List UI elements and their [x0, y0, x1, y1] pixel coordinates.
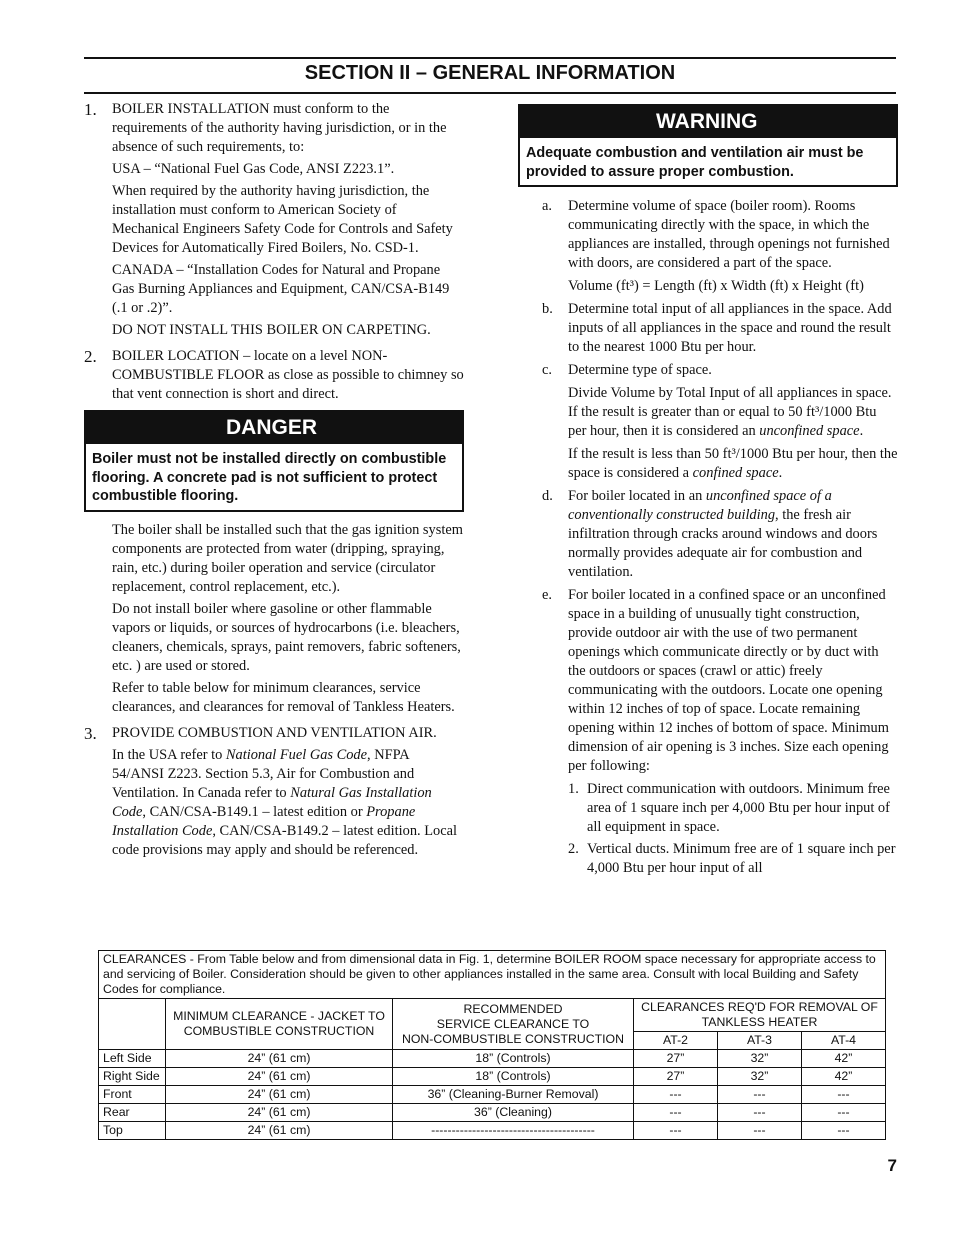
right-column	[518, 104, 898, 882]
danger-body: Boiler must not be installed directly on combustible flooring. A concrete pad is not sufficient to protect combustible flooring.	[92, 451, 447, 504]
item-1	[84, 100, 464, 340]
paragraph: CANADA – “Installation Codes for Natural and Propane Gas Burning Appliances and Equipment, CAN/CSA-B149 (.1 or .2)”.	[112, 262, 450, 316]
paragraph: If the result is less than 50 ft³/1000 Btu per hour, then the space is considered a confined space.	[568, 446, 898, 481]
danger-box	[84, 410, 464, 512]
item-heading: BOILER LOCATION – locate on a level NON-COMBUSTIBLE FLOOR as close as possible to chimney so that vent connection is short and direct.	[112, 348, 464, 402]
subitem-text: Vertical ducts. Minimum free are of 1 square inch per 4,000 Btu per hour input of all	[587, 841, 896, 876]
clearances-note: CLEARANCES - From Table below and from dimensional data in Fig. 1, determine BOILER ROOM space necessary for appropriate access to and servicing of Boiler. Consideration should be given to other appliances installed in the same area. Consult with local Building and Safety Codes for compliance.	[99, 951, 886, 999]
header-blank	[99, 999, 166, 1050]
paragraph: USA – “National Fuel Gas Code, ANSI Z223.1”.	[112, 161, 395, 177]
step-label: e.	[542, 587, 552, 603]
numbered-subitem-2	[568, 840, 898, 878]
step-label: d.	[542, 488, 553, 504]
step-d	[518, 487, 898, 582]
step-label: b.	[542, 301, 553, 317]
title-underline	[84, 92, 896, 94]
item-heading: BOILER INSTALLATION must conform to the requirements of the authority having jurisdiction, or in the absence of such requirements, to:	[112, 101, 447, 155]
clearances-table	[98, 950, 886, 1140]
paragraph: Divide Volume by Total Input of all appliances in space. If the result is greater than or equal to 50 ft³/1000 Btu per hour, then it is considered an unconfined space.	[568, 385, 892, 439]
warning-box	[518, 104, 898, 187]
paragraph: Volume (ft³) = Length (ft) x Width (ft) x Height (ft)	[568, 278, 864, 294]
paragraph: When required by the authority having jurisdiction, the installation must conform to American Society of Mechanical Engineers Safety Code for Controls and Safety Devices for Automatically Fired Boilers, No. CSD-1.	[112, 183, 453, 256]
table-row: Left Side 24” (61 cm) 18” (Controls) 27” 32” 42”	[99, 1050, 886, 1068]
paragraph: DO NOT INSTALL THIS BOILER ON CARPETING.	[112, 322, 431, 338]
header-min-clearance: MINIMUM CLEARANCE - JACKET TO COMBUSTIBLE CONSTRUCTION	[166, 999, 393, 1050]
table-note-row	[99, 951, 886, 999]
subitem-number: 2.	[568, 841, 579, 857]
item-heading: PROVIDE COMBUSTION AND VENTILATION AIR.	[112, 724, 437, 741]
paragraph: Determine type of space.	[568, 362, 712, 378]
table-header-row	[99, 999, 886, 1032]
item-3	[84, 724, 464, 860]
subitem-text: Direct communication with outdoors. Minimum free area of 1 square inch per 4,000 Btu per hour input of all equipment in space.	[587, 781, 890, 835]
paragraph: For boiler located in an unconfined space of a conventionally constructed building, the fresh air infiltration through cracks around windows and doors normally provides adequate air for combustion and ventilation.	[568, 488, 878, 580]
table-row: Right Side 24” (61 cm) 18” (Controls) 27” 32” 42”	[99, 1068, 886, 1086]
item-number: 2.	[84, 347, 97, 366]
section-title: SECTION II – GENERAL INFORMATION	[304, 62, 676, 84]
table-row: Rear 24” (61 cm) 36” (Cleaning) --- --- ---	[99, 1104, 886, 1122]
header-recommended: RECOMMENDED SERVICE CLEARANCE TO NON-COMBUSTIBLE CONSTRUCTION	[393, 999, 634, 1050]
item-number: 1.	[84, 100, 97, 119]
step-b	[518, 300, 898, 357]
header-at3: AT-3	[717, 1032, 801, 1050]
paragraph: The boiler shall be installed such that the gas ignition system components are protected from water (dripping, spraying, rain, etc.) during boiler operation and service (circulator replacement, control replacement, etc.).	[112, 521, 463, 595]
item-number: 3.	[84, 723, 97, 743]
numbered-subitem-1	[568, 780, 898, 837]
paragraph: In the USA refer to National Fuel Gas Code, NFPA 54/ANSI Z223. Section 5.3, Air for Combustion and Ventilation. In Canada refer to Natural Gas Installation Code, CAN/CSA-B149.1 – latest edition or Propane Installation Code, CAN/CSA-B149.2 – latest edition. Local code provisions may apply and should be referenced.	[112, 746, 457, 858]
header-tankless: CLEARANCES REQ'D FOR REMOVAL OF TANKLESS HEATER	[634, 999, 886, 1032]
step-a	[518, 197, 898, 296]
item-2	[84, 347, 464, 404]
left-column	[84, 100, 464, 863]
subitem-number: 1.	[568, 781, 579, 797]
step-c	[518, 361, 898, 483]
warning-body: Adequate combustion and ventilation air must be provided to assure proper combustion.	[526, 145, 864, 180]
table-row: Top 24” (61 cm) ---------------------------------------- --- --- ---	[99, 1122, 886, 1140]
table-row: Front 24” (61 cm) 36” (Cleaning-Burner Removal) --- --- ---	[99, 1086, 886, 1104]
paragraph: For boiler located in a confined space or an unconfined space in a building of unusually tight construction, provide outdoor air with the use of two permanent openings which communicate directly or by duct with the outdoors or spaces (crawl or attic) freely communicating with the outdoors. Locate one opening within 12 inches of top of space. Locate remaining opening within 12 inches of bottom of space. Minimum dimension of air opening is 3 inches. Size each opening per following:	[568, 587, 889, 774]
paragraph: Do not install boiler where gasoline or other flammable vapors or liquids, or sources of hydrocarbons (i.e. bleachers, cleaners, chemicals, sprays, paint removers, fabric softeners, etc. ) are used or stored.	[112, 600, 461, 674]
header-at4: AT-4	[801, 1032, 885, 1050]
step-label: a.	[542, 198, 552, 214]
step-label: c.	[542, 362, 552, 378]
header-at2: AT-2	[634, 1032, 718, 1050]
warning-title: WARNING	[520, 106, 896, 138]
paragraph: Determine total input of all appliances in the space. Add inputs of all appliances in the space and round the result to the nearest 1000 Btu per hour.	[568, 301, 892, 355]
danger-title: DANGER	[86, 412, 462, 444]
danger-followup	[84, 521, 464, 717]
top-rule	[84, 57, 896, 59]
page-number: 7	[887, 1156, 897, 1175]
paragraph: Determine volume of space (boiler room). Rooms communicating directly with the space, in which the appliances are installed, through openings not furnished with doors, are considered a part of the space.	[568, 198, 890, 271]
paragraph: Refer to table below for minimum clearances, service clearances, and clearances for removal of Tankless Heaters.	[112, 679, 455, 715]
step-e	[518, 586, 898, 878]
